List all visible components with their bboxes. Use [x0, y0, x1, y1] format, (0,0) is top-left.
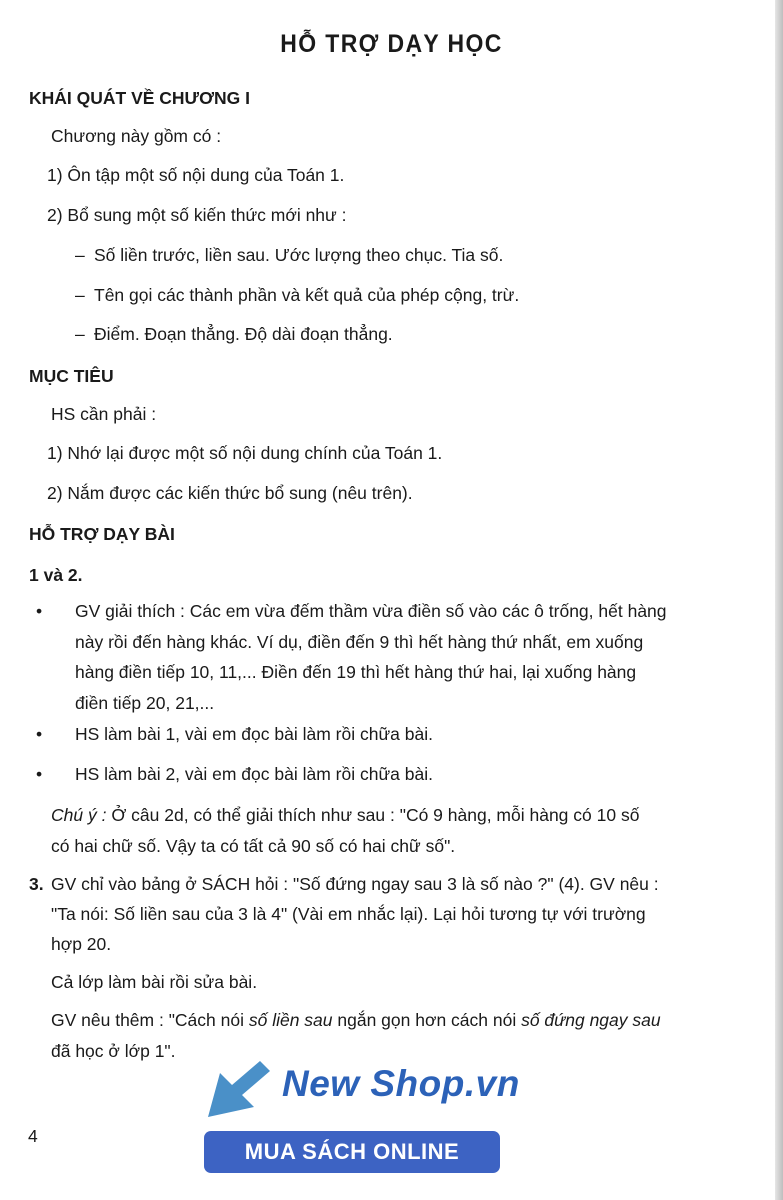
- bullet3-text: HS làm bài 2, vài em đọc bài làm rồi chữa bài.: [75, 764, 433, 784]
- objectives-intro: HS cần phải :: [51, 404, 157, 424]
- overview-item-1: 1) Ôn tập một số nội dung của Toán 1.: [47, 165, 345, 185]
- bullet1-line-3: hàng điền tiếp 10, 11,... Điền đến 19 thì hết hàng thứ hai, lại xuống hàng: [75, 662, 637, 682]
- page-number: 4: [28, 1126, 38, 1146]
- gv-note-line-1: [51, 1010, 661, 1031]
- page-edge-shadow: [775, 0, 783, 1200]
- gv-note-text-a: GV nêu thêm : "Cách nói: [51, 1010, 249, 1030]
- note-text: Ở câu 2d, có thể giải thích như sau : "Có 9 hàng, mỗi hàng có 10 số: [106, 805, 640, 825]
- section-heading-teaching: HỖ TRỢ DẠY BÀI: [29, 524, 175, 544]
- gv-note-text-b: ngắn gọn hơn cách nói: [332, 1010, 522, 1030]
- bullet1-line-2: này rồi đến hàng khác. Ví dụ, điền đến 9 thì hết hàng thứ nhất, em xuống: [75, 632, 644, 652]
- exercise3-line-2: "Ta nói: Số liền sau của 3 là 4" (Vài em nhắc lại). Lại hỏi tương tự với trường: [51, 904, 646, 924]
- overview-intro: Chương này gồm có :: [51, 126, 222, 146]
- bullet-marker: •: [36, 724, 43, 744]
- dash-marker: –: [75, 245, 85, 265]
- exercise3-line-3: hợp 20.: [51, 934, 112, 954]
- overview-subitem-3: Điểm. Đoạn thẳng. Độ dài đoạn thẳng.: [94, 324, 393, 344]
- note-line-1: [51, 805, 639, 826]
- bullet2-text: HS làm bài 1, vài em đọc bài làm rồi chữa bài.: [75, 724, 433, 744]
- bullet1-line-1: GV giải thích : Các em vừa đếm thầm vừa điền số vào các ô trống, hết hàng: [75, 601, 667, 621]
- logo-brand-text: New Shop.vn: [282, 1063, 520, 1104]
- bullet-marker: •: [36, 764, 43, 784]
- exercise-3-number: 3.: [29, 874, 44, 894]
- overview-item-2: 2) Bổ sung một số kiến thức mới như :: [47, 205, 347, 225]
- newshop-logo: [200, 1055, 520, 1173]
- dash-marker: –: [75, 324, 85, 344]
- arrow-icon: [200, 1055, 280, 1125]
- objectives-item-2: 2) Nắm được các kiến thức bổ sung (nêu trên).: [47, 483, 413, 503]
- objectives-item-1: 1) Nhớ lại được một số nội dung chính của Toán 1.: [47, 443, 443, 463]
- gv-note-italic-1: số liền sau: [248, 1010, 333, 1030]
- logo-tagline-button: MUA SÁCH ONLINE: [204, 1131, 500, 1173]
- dash-marker: –: [75, 285, 85, 305]
- note-line-2: có hai chữ số. Vậy ta có tất cả 90 số có hai chữ số".: [51, 836, 456, 856]
- section-heading-overview: KHÁI QUÁT VỀ CHƯƠNG I: [29, 88, 250, 108]
- gv-note-line-2: đã học ở lớp 1".: [51, 1041, 176, 1061]
- page-title: HỖ TRỢ DẠY HỌC: [280, 30, 503, 58]
- bullet1-line-4: điền tiếp 20, 21,...: [75, 693, 215, 713]
- exercise-heading-1-2: 1 và 2.: [29, 565, 83, 585]
- overview-subitem-1: Số liền trước, liền sau. Ước lượng theo chục. Tia số.: [94, 245, 504, 265]
- exercise3-line-1: GV chỉ vào bảng ở SÁCH hỏi : "Số đứng ngay sau 3 là số nào ?" (4). GV nêu :: [51, 874, 659, 894]
- overview-subitem-2: Tên gọi các thành phần và kết quả của phép cộng, trừ.: [94, 285, 520, 305]
- gv-note-italic-2: số đứng ngay sau: [521, 1010, 661, 1030]
- section-heading-objectives: MỤC TIÊU: [29, 366, 114, 386]
- class-work-text: Cả lớp làm bài rồi sửa bài.: [51, 972, 258, 992]
- note-label: Chú ý :: [51, 805, 107, 825]
- bullet-marker: •: [36, 601, 43, 621]
